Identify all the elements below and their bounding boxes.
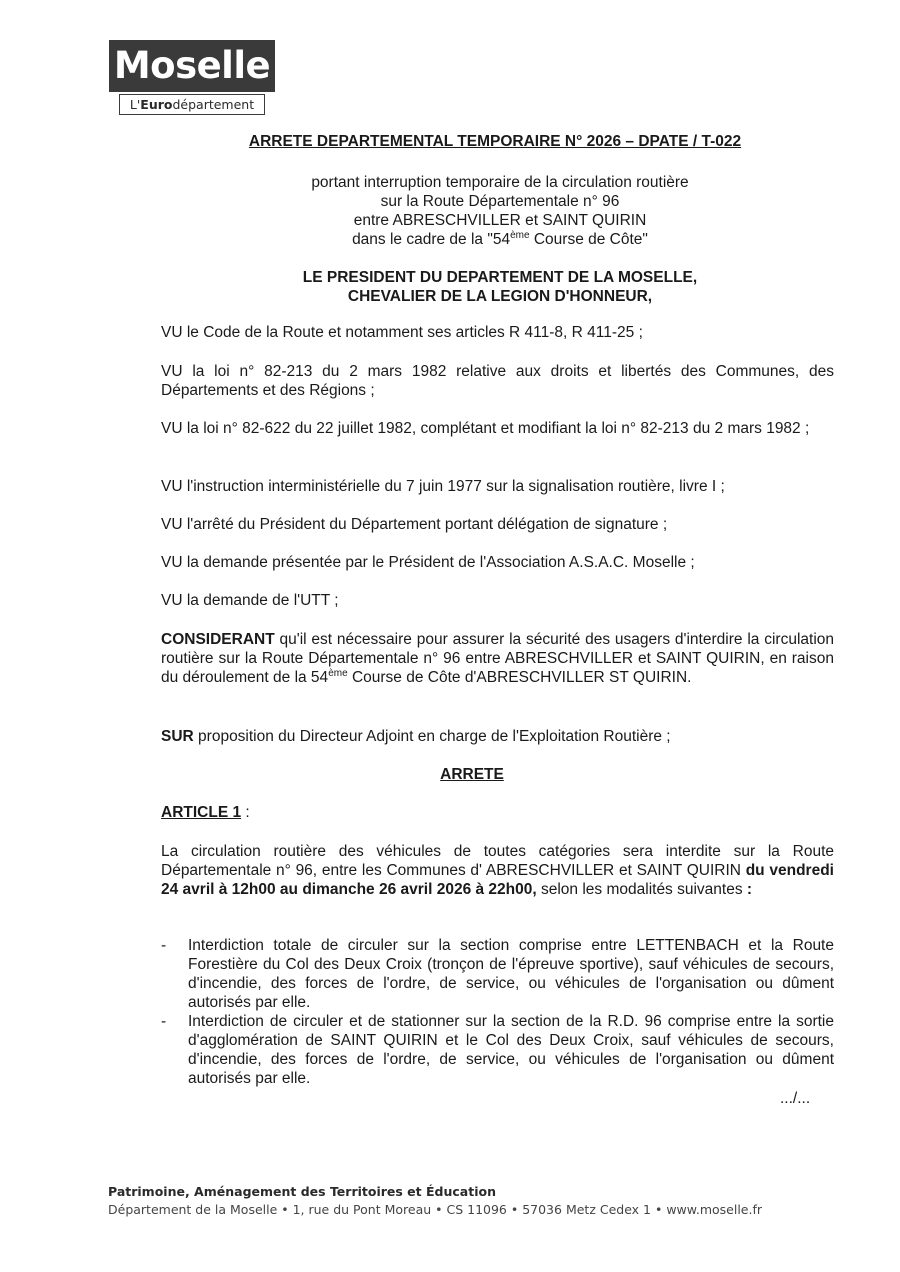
considerant-text-pre: qu'il est nécessaire pour assurer la sécurité des usagers d'interdire la circulation routière sur la Route Départementale n° 96 entre ABRESCHVILLER et SAINT QUIRIN, en raison du déroulement de la 54 bbox=[161, 631, 834, 686]
president-line-2: CHEVALIER DE LA LEGION D'HONNEUR, bbox=[347, 288, 653, 305]
article-1-text-pre: La circulation routière des véhicules de toutes catégories sera interdite sur la Route Départementale n° 96, entre les Communes d' ABRESCHVILLER et SAINT QUIRIN bbox=[161, 843, 834, 879]
vu-arrete-delegation: VU l'arrêté du Président du Département portant délégation de signature ; bbox=[161, 516, 668, 533]
sur-label: SUR bbox=[161, 728, 194, 745]
considerant-paragraph bbox=[161, 630, 834, 687]
moselle-logo bbox=[109, 40, 275, 115]
article-1-label: ARTICLE 1 bbox=[161, 804, 242, 821]
logo-sub-prefix: L' bbox=[129, 97, 141, 112]
subtitle-line-2: sur la Route Départementale n° 96 bbox=[380, 193, 620, 210]
considerant-sup: ème bbox=[328, 667, 348, 679]
vu-loi-82-213: VU la loi n° 82-213 du 2 mars 1982 relative aux droits et libertés des Communes, des Départements et des Régions ; bbox=[161, 363, 834, 399]
subtitle-line-4-post: Course de Côte" bbox=[529, 231, 648, 248]
bullet-dash: - bbox=[161, 1013, 167, 1030]
vu-instruction: VU l'instruction interministérielle du 7 juin 1977 sur la signalisation routière, livre I ; bbox=[161, 478, 725, 495]
continuation-mark: .../... bbox=[780, 1090, 811, 1107]
article-1-colon: : bbox=[241, 804, 250, 821]
vu-code-route: VU le Code de la Route et notamment ses articles R 411-8, R 411-25 ; bbox=[161, 324, 643, 341]
decree-title: ARRETE DEPARTEMENTAL TEMPORAIRE N° 2026 – DPATE / T-022 bbox=[248, 133, 742, 150]
president-heading bbox=[200, 268, 800, 306]
subtitle-line-1: portant interruption temporaire de la circulation routière bbox=[311, 174, 689, 191]
subtitle-sup: ème bbox=[510, 229, 530, 241]
logo-main-text: Moselle bbox=[109, 40, 275, 92]
article-1-heading bbox=[161, 804, 250, 822]
footer-department: Patrimoine, Aménagement des Territoires et Éducation bbox=[108, 1184, 496, 1199]
vu-demande-utt: VU la demande de l'UTT ; bbox=[161, 592, 339, 609]
article-1-dates: du vendredi 24 avril à 12h00 au dimanche 26 avril 2026 à 22h00, bbox=[161, 862, 834, 898]
logo-sub-rest: département bbox=[172, 97, 255, 112]
considerant-label: CONSIDERANT bbox=[161, 631, 275, 648]
article-1-text-post: selon les modalités suivantes bbox=[536, 881, 747, 898]
bullet-dash: - bbox=[161, 937, 167, 954]
president-line-1: LE PRESIDENT DU DEPARTEMENT DE LA MOSELLE, bbox=[302, 269, 698, 286]
sur-text: proposition du Directeur Adjoint en charge de l'Exploitation Routière ; bbox=[193, 728, 671, 745]
subtitle-line-4 bbox=[200, 230, 800, 249]
list-item bbox=[161, 1012, 834, 1088]
logo-subtitle bbox=[119, 94, 265, 115]
arrete-heading: ARRETE bbox=[440, 766, 504, 783]
decree-subtitle bbox=[200, 173, 800, 249]
sur-paragraph bbox=[161, 727, 834, 746]
subtitle-line-3: entre ABRESCHVILLER et SAINT QUIRIN bbox=[353, 212, 647, 229]
list-item-text: Interdiction de circuler et de stationner sur la section de la R.D. 96 comprise entre la sortie d'agglomération de SAINT QUIRIN et le Col des Deux Croix, sauf véhicules de secours, d'incendie, des forces de l'ordre, de service, ou véhicules de l'organisation ou dûment autorisés par elle. bbox=[188, 1013, 834, 1087]
article-1-text bbox=[161, 842, 834, 899]
list-item-text: Interdiction totale de circuler sur la section comprise entre LETTENBACH et la Route Forestière du Col des Deux Croix (tronçon de l'épreuve sportive), sauf véhicules de secours, d'incendie, des forces de l'ordre, de service, ou véhicules de l'organisation ou dûment autorisés par elle. bbox=[188, 937, 834, 1011]
restriction-list bbox=[161, 936, 834, 1088]
logo-sub-bold: Euro bbox=[140, 97, 173, 112]
subtitle-line-4-pre: dans le cadre de la "54 bbox=[352, 231, 511, 248]
vu-loi-82-622: VU la loi n° 82-622 du 22 juillet 1982, complétant et modifiant la loi n° 82-213 du 2 mars 1982 ; bbox=[161, 420, 810, 437]
footer-address: Département de la Moselle • 1, rue du Pont Moreau • CS 11096 • 57036 Metz Cedex 1 • www.moselle.fr bbox=[108, 1202, 762, 1217]
vu-demande-asac: VU la demande présentée par le Président de l'Association A.S.A.C. Moselle ; bbox=[161, 554, 695, 571]
considerant-text-post: Course de Côte d'ABRESCHVILLER ST QUIRIN. bbox=[347, 669, 692, 686]
article-1-text-colon: : bbox=[746, 881, 753, 898]
list-item bbox=[161, 936, 834, 1012]
